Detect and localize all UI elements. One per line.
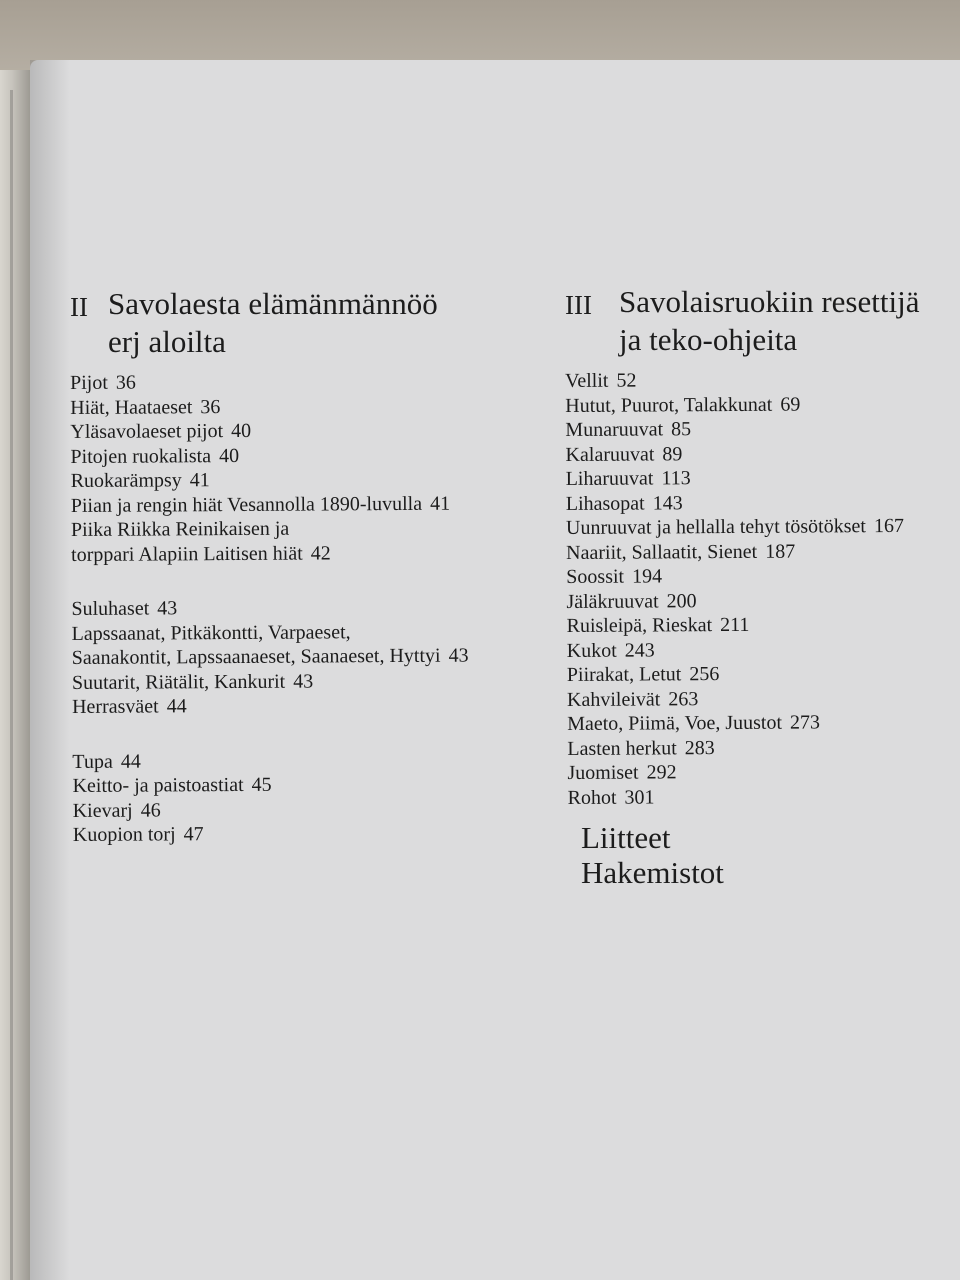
toc-entry-page-number: 89: [662, 442, 683, 465]
toc-entry-page-number: 47: [183, 823, 204, 846]
toc-entry-title: Ruokarämpsy: [70, 469, 182, 492]
section-iii: [565, 283, 919, 810]
toc-entry: [566, 489, 921, 516]
toc-entry: [70, 369, 467, 396]
toc-entry-page-number: 52: [616, 369, 637, 392]
toc-entry-page-number: 46: [140, 798, 161, 822]
toc-entry-title: Pitojen ruokalista: [70, 444, 212, 468]
toc-entry: [72, 747, 469, 774]
toc-entry-title: Maeto, Piimä, Voe, Juustot: [567, 711, 783, 735]
toc-entry: [567, 661, 922, 688]
toc-entry: [565, 416, 920, 443]
toc-entry-page-number: 44: [120, 750, 141, 773]
toc-entry: [70, 418, 467, 445]
toc-entry-title: Suutarit, Riätälit, Kankurit: [71, 670, 286, 694]
toc-entry-page-number: 43: [448, 644, 469, 667]
appendix-headings: [581, 820, 724, 890]
toc-group: [71, 595, 469, 720]
toc-entry-page-number: 143: [652, 491, 683, 514]
toc-entry: [567, 710, 922, 737]
toc-entry: [567, 685, 922, 712]
toc-entry-title: Kuopion torj: [72, 823, 176, 846]
toc-entry-page-number: 273: [789, 711, 821, 734]
group-spacer: [71, 565, 468, 597]
toc-entry-page-number: 85: [671, 418, 692, 441]
appendix-liitteet: Liitteet: [581, 820, 671, 855]
toc-entry: [73, 821, 470, 848]
toc-entry: [73, 796, 470, 823]
section-ii-title-line1: Savolaesta elämänmännöö: [108, 286, 438, 321]
toc-group: [70, 369, 468, 567]
toc-entry-title: Jäläkruuvat: [566, 589, 659, 613]
toc-entry-title: Suluhaset: [71, 597, 150, 620]
toc-entry-title: Herrasväet: [71, 695, 159, 718]
group-spacer: [72, 717, 469, 749]
toc-entry-title: Munaruuvat: [565, 418, 664, 441]
toc-entry-page-number: 113: [661, 467, 691, 490]
toc-entry-title: Piian ja rengin hiät Vesannolla 1890-luvulla: [70, 492, 423, 517]
toc-entry-title: Juomiset: [567, 761, 639, 784]
toc-entry: [72, 693, 469, 720]
toc-entry-page-number: 43: [293, 670, 314, 693]
toc-entry: [71, 516, 468, 543]
section-ii-heading: [70, 285, 467, 361]
toc-entry-title: Piirakat, Letut: [566, 663, 682, 686]
toc-entry: [565, 391, 920, 418]
page-gutter-shadow: [30, 60, 70, 1280]
toc-entry-title: Piika Riikka Reinikaisen ja: [70, 517, 290, 541]
toc-entry-page-number: 40: [231, 419, 252, 443]
toc-entry-title: Hiät, Haataeset: [70, 395, 193, 419]
toc-entry: [70, 393, 467, 420]
toc-entry-title: Yläsavolaeset pijot: [70, 420, 224, 443]
toc-entry: [566, 538, 921, 565]
toc-entry-title: Kalaruuvat: [565, 442, 655, 466]
toc-entry: [565, 367, 920, 394]
toc-entry-title: Liharuuvat: [565, 467, 654, 490]
toc-entry-title: Lapssaanat, Pitkäkontti, Varpaeset,: [71, 620, 351, 645]
toc-entry-page-number: 40: [218, 444, 240, 467]
book-cover-spine-line: [10, 90, 13, 1280]
toc-entry-title: Ruisleipä, Rieskat: [566, 614, 713, 637]
toc-entry-title: Naariit, Sallaatit, Sienet: [566, 540, 758, 564]
toc-entry-page-number: 211: [720, 613, 750, 637]
toc-entry-page-number: 41: [189, 469, 210, 492]
toc-entry-page-number: 41: [429, 492, 451, 515]
toc-entry-page-number: 45: [251, 773, 272, 796]
toc-entry: [72, 772, 469, 799]
toc-entry: [72, 644, 469, 671]
toc-entry-title: Pijot: [70, 371, 108, 394]
toc-entry-page-number: 283: [684, 736, 715, 759]
section-iii-title-line1: Savolaisruokiin resettijä: [619, 284, 920, 319]
toc-entry-page-number: 256: [689, 663, 720, 686]
toc-entry: [566, 563, 921, 590]
appendix-hakemistot: Hakemistot: [581, 855, 724, 890]
toc-entry-title: Lasten herkut: [567, 736, 677, 760]
toc-entry: [71, 467, 468, 494]
section-iii-title-line2: ja teko-ohjeita: [619, 322, 798, 357]
toc-entry: [566, 465, 921, 492]
toc-entry-page-number: 263: [668, 687, 699, 710]
toc-entry-title: Rohot: [567, 786, 617, 809]
toc-entry: [566, 612, 921, 639]
toc-entry: [72, 619, 469, 646]
toc-entry-page-number: 36: [115, 371, 136, 394]
toc-entry: [70, 442, 467, 469]
toc-entry-page-number: 292: [646, 761, 677, 784]
toc-entry: [568, 783, 923, 810]
toc-entry-title: Keitto- ja paistoastiat: [72, 773, 244, 797]
toc-entry: [567, 734, 922, 761]
toc-entry-title: Tupa: [72, 750, 113, 773]
toc-group: [72, 747, 469, 847]
toc-entry-title: Soossit: [566, 565, 625, 588]
section-ii: [70, 285, 467, 848]
toc-entry-title: Saanakontit, Lapssaanaeset, Saanaeset, Hyttyi: [71, 644, 441, 669]
section-ii-numeral: II: [70, 292, 88, 322]
section-iii-entries: [565, 367, 922, 810]
toc-entry-page-number: 243: [624, 638, 655, 662]
toc-entry-title: Kahvileivät: [566, 687, 661, 711]
toc-entry: [71, 595, 468, 622]
toc-entry-page-number: 167: [873, 514, 904, 538]
toc-entry-title: Kukot: [566, 639, 617, 662]
toc-entry-page-number: 187: [765, 540, 796, 563]
toc-entry: [71, 491, 468, 518]
toc-entry-page-number: 42: [310, 541, 331, 565]
toc-entry: [566, 587, 921, 614]
toc-entry-page-number: 194: [632, 565, 663, 588]
toc-entry-page-number: 301: [624, 785, 655, 809]
toc-entry: [71, 540, 468, 567]
toc-entry: [566, 514, 921, 541]
section-ii-entries: [70, 369, 470, 848]
toc-entry-title: Vellit: [565, 369, 609, 392]
toc-entry: [565, 440, 920, 467]
book-cover-edge: [0, 70, 30, 1280]
toc-entry-title: Uunruuvat ja hellalla tehyt tösötökset: [565, 515, 866, 539]
toc-entry: [72, 668, 469, 695]
toc-entry-page-number: 44: [166, 695, 187, 718]
toc-entry-title: Kievarj: [72, 799, 133, 822]
toc-entry-page-number: 69: [780, 393, 801, 416]
toc-entry-page-number: 36: [200, 395, 221, 418]
toc-entry: [567, 759, 922, 786]
toc-entry: [567, 636, 922, 663]
toc-entry-title: Hutut, Puurot, Talakkunat: [565, 393, 773, 417]
toc-entry-page-number: 43: [157, 597, 178, 620]
toc-entry-title: torppari Alapiin Laitisen hiät: [71, 542, 303, 566]
section-iii-heading: [565, 283, 919, 359]
section-ii-title-line2: erj aloilta: [108, 324, 226, 359]
toc-entry-page-number: 200: [666, 589, 697, 612]
section-iii-numeral: III: [565, 290, 592, 320]
toc-entry-title: Lihasopat: [565, 492, 645, 515]
